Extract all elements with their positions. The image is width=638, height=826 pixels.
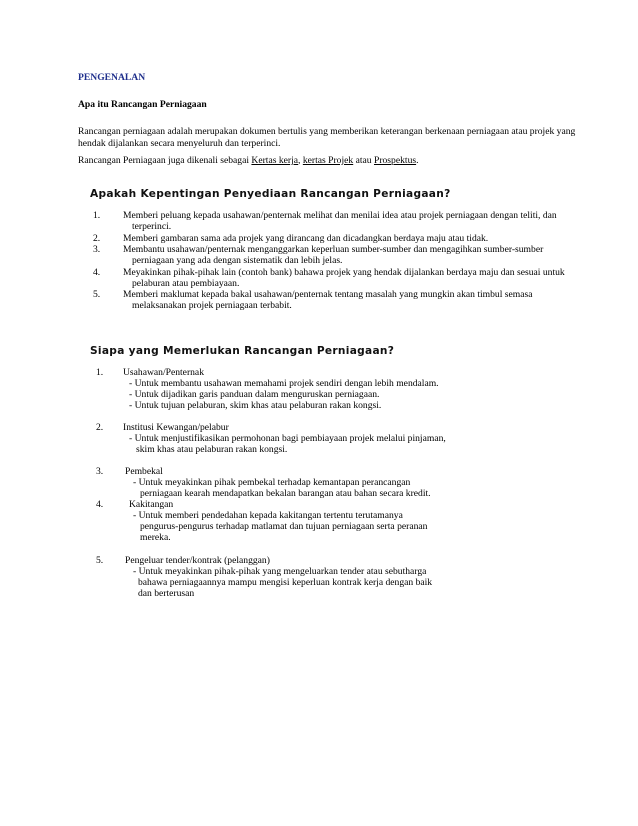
s2-num-3: 3. bbox=[96, 466, 104, 477]
s2-item-4-line-3: mereka. bbox=[140, 532, 171, 543]
s2-label-2: Institusi Kewangan/pelabur bbox=[123, 422, 229, 433]
s2-item-4-line-2: pengurus-pengurus terhadap matlamat dan tujuan perniagaan serta peranan bbox=[140, 521, 428, 532]
link-kertas-kerja[interactable]: Kertas kerja bbox=[251, 155, 299, 166]
s1-item-1-line-2: terperinci. bbox=[132, 221, 172, 232]
intro-line-2: hendak dijalankan secara menyeluruh dan terperinci. bbox=[78, 138, 281, 149]
s1-num-5: 5. bbox=[93, 289, 101, 300]
s2-label-4: Kakitangan bbox=[129, 499, 174, 510]
s2-item-5-line-3: dan berterusan bbox=[138, 588, 195, 599]
s1-item-5-line-1: Memberi maklumat kepada bakal usahawan/penternak tentang masalah yang mungkin akan timbul semasa bbox=[123, 289, 533, 300]
s1-item-2-line-1: Memberi gambaran sama ada projek yang dirancang dan dicadangkan berdaya maju atau tidak. bbox=[123, 233, 489, 244]
s2-item-1-line-1: - Untuk membantu usahawan memahami projek sendiri dengan lebih mendalam. bbox=[129, 378, 439, 389]
s2-item-5-line-2: bahawa perniagaannya mampu mengisi keperluan kontrak kerja dengan baik bbox=[138, 577, 433, 588]
intro-line-1: Rancangan perniagaan adalah merupakan dokumen bertulis yang memberikan keterangan berkenaan perniagaan atau projek yang bbox=[78, 126, 576, 137]
subheading: Apa itu Rancangan Perniagaan bbox=[78, 99, 207, 110]
s1-num-1: 1. bbox=[93, 210, 101, 221]
s2-item-5-line-1: - Untuk meyakinkan pihak-pihak yang mengeluarkan tender atau sebutharga bbox=[133, 566, 427, 577]
s2-label-1: Usahawan/Penternak bbox=[123, 367, 204, 378]
link-kertas-projek[interactable]: kertas Projek bbox=[302, 155, 354, 166]
s1-item-3-line-1: Membantu usahawan/penternak menganggarkan keperluan sumber-sumber dan mengagihkan sumber-sumber bbox=[123, 244, 544, 255]
intro-paragraph-2 bbox=[78, 155, 419, 167]
s1-num-4: 4. bbox=[93, 267, 101, 278]
s2-item-2-line-2: skim khas atau pelaburan rakan kongsi. bbox=[136, 444, 288, 455]
s1-item-3-line-2: perniagaan yang ada dengan sistematik dan lebih jelas. bbox=[132, 255, 343, 266]
s2-label-5: Pengeluar tender/kontrak (pelanggan) bbox=[125, 555, 270, 566]
s1-num-2: 2. bbox=[93, 233, 101, 244]
page-title: PENGENALAN bbox=[78, 72, 146, 83]
section-importance-title: Apakah Kepentingan Penyediaan Rancangan Perniagaan? bbox=[90, 188, 451, 200]
s1-item-4-line-1: Meyakinkan pihak-pihak lain (contoh bank) bahawa projek yang hendak dijalankan berdaya maju dan sesuai untuk bbox=[123, 267, 565, 278]
section-who-needs-title: Siapa yang Memerlukan Rancangan Perniagaan? bbox=[90, 345, 395, 357]
s2-item-4-line-1: - Untuk memberi pendedahan kepada kakitangan tertentu terutamanya bbox=[133, 510, 403, 521]
s2-item-2-line-1: - Untuk menjustifikasikan permohonan bagi pembiayaan projek melalui pinjaman, bbox=[129, 433, 446, 444]
intro-sep-1: , bbox=[298, 155, 303, 166]
s2-num-2: 2. bbox=[96, 422, 104, 433]
intro-prefix: Rancangan Perniagaan juga dikenali sebagai bbox=[78, 155, 252, 166]
s2-item-1-line-2: - Untuk dijadikan garis panduan dalam menguruskan perniagaan. bbox=[129, 389, 380, 400]
s2-num-5: 5. bbox=[96, 555, 104, 566]
s2-num-1: 1. bbox=[96, 367, 104, 378]
s2-label-3: Pembekal bbox=[125, 466, 163, 477]
s2-item-3-line-1: - Untuk meyakinkan pihak pembekal terhadap kemantapan perancangan bbox=[133, 477, 411, 488]
s1-num-3: 3. bbox=[93, 244, 101, 255]
intro-sep-2: atau bbox=[353, 155, 374, 166]
s1-item-4-line-2: pelaburan atau pembiayaan. bbox=[132, 278, 240, 289]
link-prospektus[interactable]: Prospektus bbox=[373, 155, 417, 166]
s1-item-1-line-1: Memberi peluang kepada usahawan/penternak melihat dan menilai idea atau projek perniagaan dengan teliti, dan bbox=[123, 210, 557, 221]
s2-item-1-line-3: - Untuk tujuan pelaburan, skim khas atau pelaburan rakan kongsi. bbox=[129, 400, 382, 411]
s2-num-4: 4. bbox=[96, 499, 104, 510]
intro-suffix: . bbox=[416, 155, 419, 166]
s2-item-3-line-2: perniagaan kearah mendapatkan bekalan barangan atau bahan secara kredit. bbox=[140, 488, 431, 499]
s1-item-5-line-2: melaksanakan projek perniagaan terbabit. bbox=[132, 300, 292, 311]
